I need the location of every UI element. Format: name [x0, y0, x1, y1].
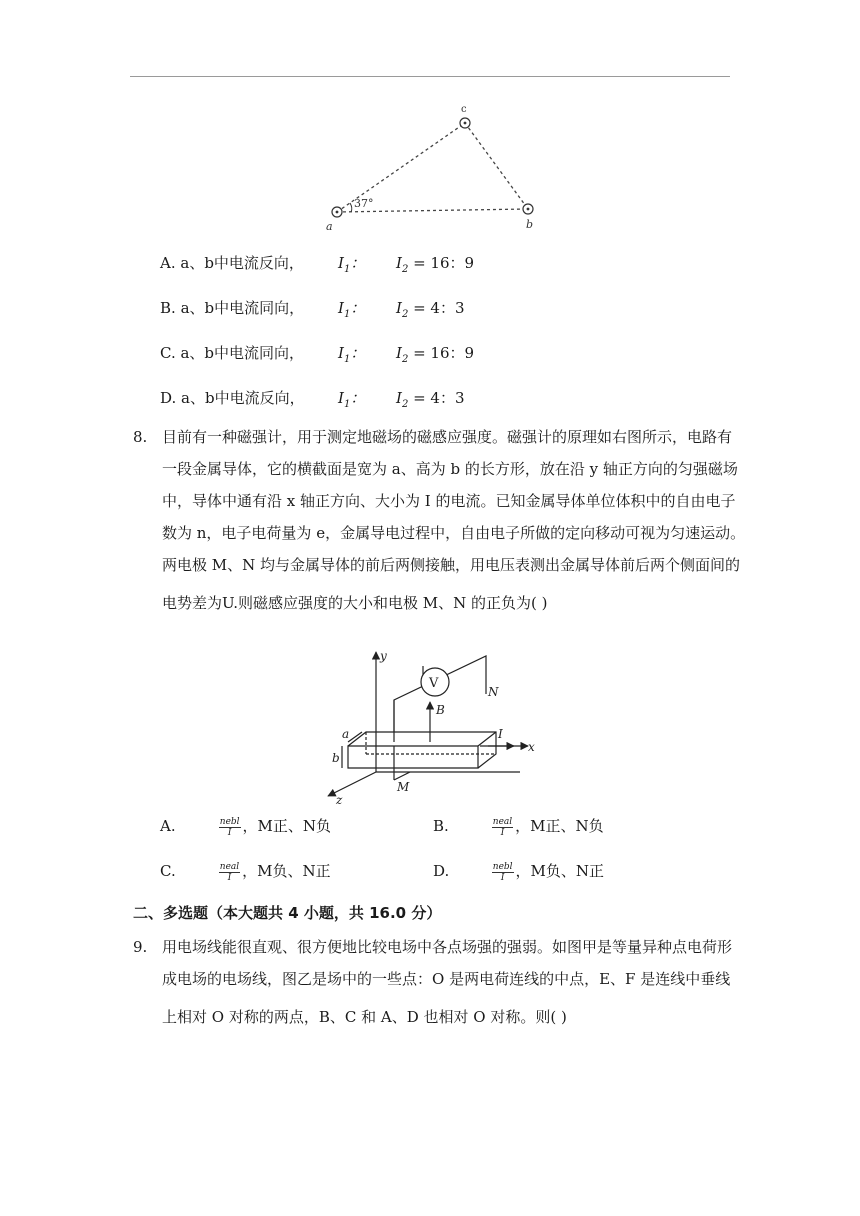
fraction: $\frac{\text{nebl}}{I}$ — [492, 861, 513, 883]
q7-option-d[interactable]: D. a、b中电流反向， $I_1$： $I_2 = 4$：3 — [160, 389, 465, 410]
voltmeter-label: V — [429, 676, 439, 691]
q8-option-c[interactable] — [160, 860, 331, 883]
q9-line: 用电场线能很直观、很方便地比较电场中各点场强的强弱。如图甲是等量异种点电荷形 — [162, 938, 733, 956]
label-b: b — [526, 218, 534, 231]
q8-number: 8. — [133, 428, 148, 446]
axis-z-label: z — [336, 793, 343, 807]
label-a: a — [326, 220, 333, 233]
q8-option-label: A. — [160, 817, 176, 835]
label-M: M — [397, 780, 410, 794]
q8-option-label: D. — [433, 862, 450, 880]
label-B: B — [436, 703, 445, 717]
q8-option-label: B. — [433, 817, 449, 835]
label-b-dim: b — [332, 751, 340, 765]
q8-line: 一段金属导体，它的横截面是宽为 a、高为 b 的长方形，放在沿 y 轴正方向的匀强磁场 — [162, 460, 738, 478]
conductor-front — [348, 746, 478, 768]
q8-option-label: C. — [160, 862, 176, 880]
q8-line: 中，导体中通有沿 x 轴正方向、大小为 I 的电流。已知金属导体单位体积中的自由电子 — [162, 492, 736, 510]
q8-option-d[interactable] — [433, 860, 604, 883]
header-rule — [130, 76, 730, 77]
angle-label: 37° — [354, 197, 374, 210]
q8-line: 数为 n，电子电荷量为 e，金属导电过程中，自由电子所做的定向移动可视为匀速运动。 — [162, 524, 746, 542]
label-N: N — [488, 685, 499, 699]
q7-option-label: A. — [160, 254, 181, 272]
q8-text — [162, 421, 752, 619]
q8-option-text: ，M正、N负 — [242, 817, 332, 835]
q7-option-c[interactable]: C. a、b中电流同向， $I_1$： $I_2 = 16$：9 — [160, 344, 475, 365]
fraction: $\frac{\text{nebl}}{I}$ — [219, 816, 240, 838]
q7-option-label: D. — [160, 389, 182, 407]
q8-option-a[interactable] — [160, 815, 331, 838]
fraction: $\frac{\text{neal}}{I}$ — [219, 861, 240, 883]
axis-y-label: y — [380, 649, 387, 663]
q7-option-text: a、b中电流反向， — [181, 389, 305, 407]
q7-option-label: C. — [160, 344, 181, 362]
q8-option-b[interactable] — [433, 815, 604, 838]
q8-line: 两电极 M、N 均与金属导体的前后两侧接触，用电压表测出金属导体前后两个侧面间的 — [162, 556, 741, 574]
q7-option-a[interactable]: A. a、b中电流反向， $I_1$： $I_2 = 16$：9 — [160, 254, 475, 275]
label-c: c — [461, 104, 467, 115]
q7-option-label: B. — [160, 299, 181, 317]
q7-option-b[interactable]: B. a、b中电流同向， $I_1$： $I_2 = 4$：3 — [160, 299, 465, 320]
q9-line: 成电场的电场线，图乙是场中的一些点：O 是两电荷连线的中点，E、F 是连线中垂线 — [162, 970, 731, 988]
angle-arc — [350, 203, 352, 212]
q7-option-text: a、b中电流同向， — [180, 299, 305, 317]
q7-option-text: a、b中电流反向， — [180, 254, 304, 272]
label-I: I — [498, 727, 503, 741]
q8-line: 目前有一种磁强计，用于测定地磁场的磁感应强度。磁强计的原理如右图所示，电路有 — [162, 428, 733, 446]
q9-number: 9. — [133, 938, 148, 956]
fraction: $\frac{\text{neal}}{I}$ — [492, 816, 513, 838]
q8-option-text: ，M负、N正 — [515, 862, 605, 880]
magnetometer-figure — [318, 646, 548, 808]
q8-option-text: ，M正、N负 — [515, 817, 604, 835]
label-a-dim: a — [342, 727, 350, 741]
triangle-figure — [320, 100, 550, 235]
q8-option-text: ，M负、N正 — [242, 862, 331, 880]
section-title: 二、多选题（本大题共 4 小题，共 16.0 分） — [133, 904, 442, 922]
q7-option-text: a、b中电流同向， — [180, 344, 305, 362]
q9-text — [162, 931, 752, 1033]
q8-line: 电势差为U.则磁感应强度的大小和电极 M、N 的正负为( ) — [162, 594, 548, 612]
axis-x-label: x — [528, 740, 535, 754]
q9-line: 上相对 O 对称的两点，B、C 和 A、D 也相对 O 对称。则( ) — [162, 1008, 567, 1026]
